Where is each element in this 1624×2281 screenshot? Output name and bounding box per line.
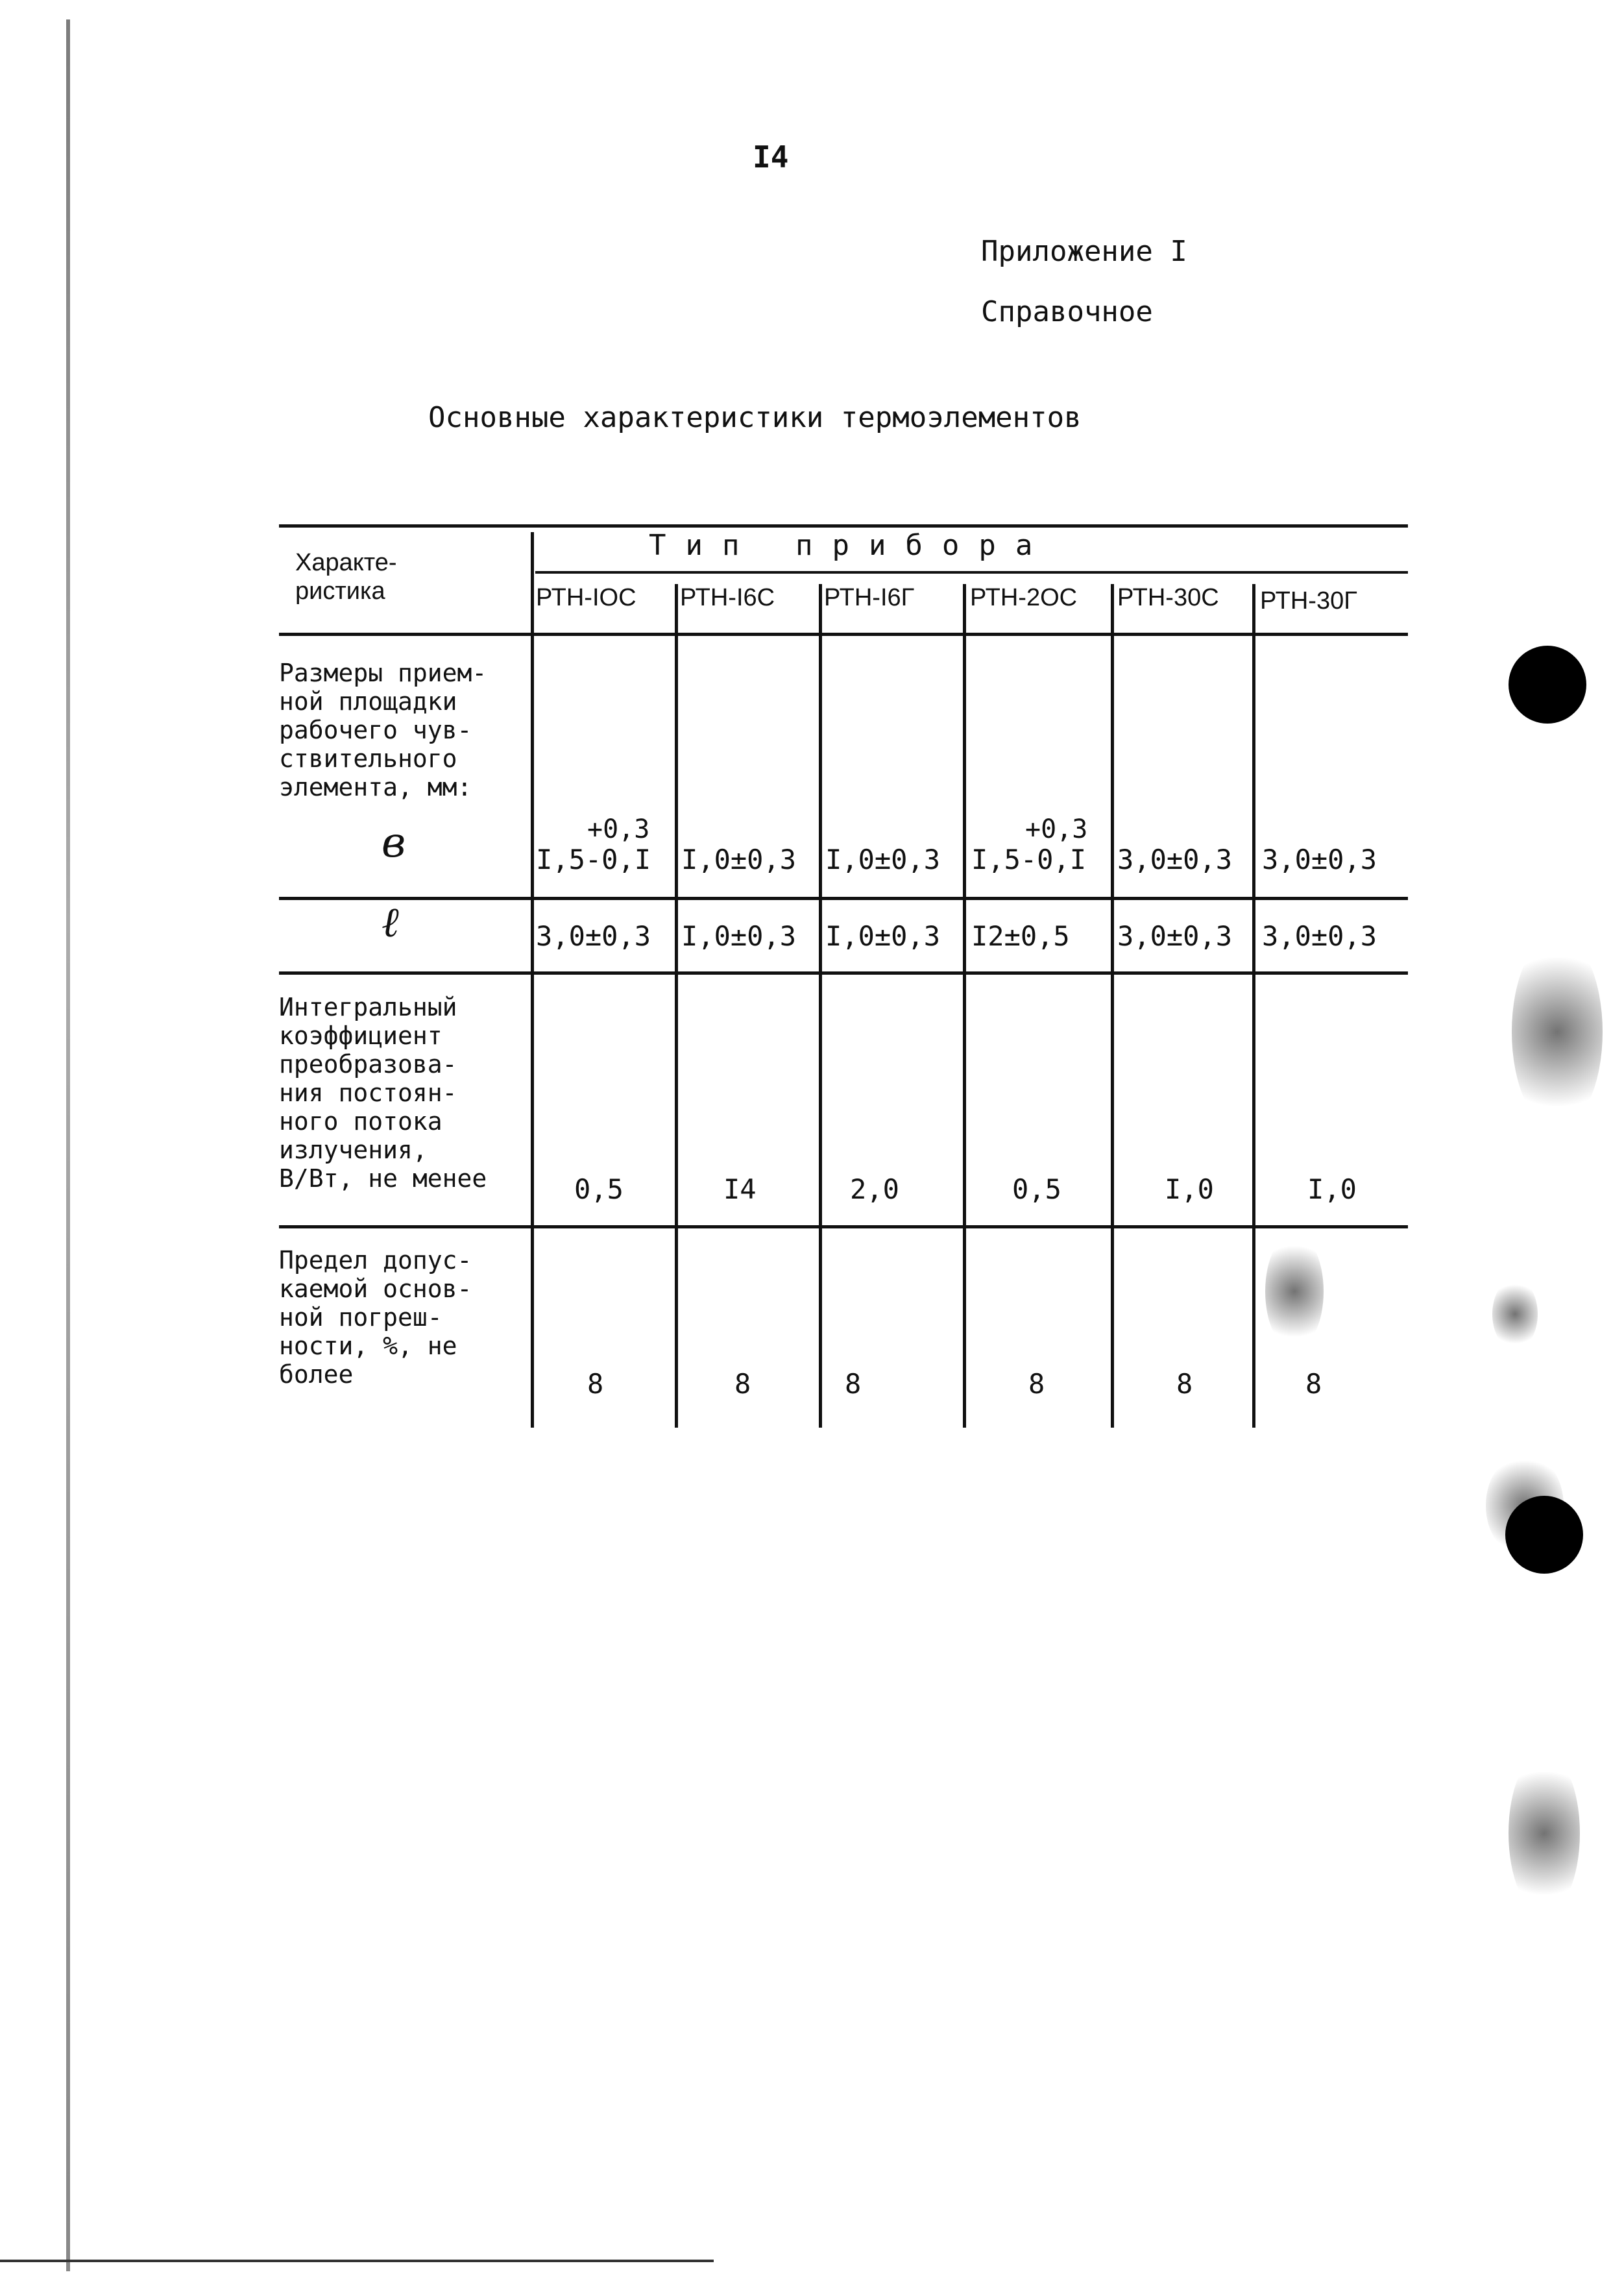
l-value: 3,0±0,3 — [536, 920, 651, 952]
l-value: I,0±0,3 — [681, 920, 797, 952]
model-header: РТН-IOC — [536, 584, 636, 611]
table-title: Основные характеристики термоэлементов — [428, 401, 1082, 434]
b-value: 3,0±0,3 — [1262, 844, 1377, 875]
l-value: 3,0±0,3 — [1262, 920, 1377, 952]
l-value: I,0±0,3 — [825, 920, 941, 952]
b-value: I,5-0,I — [536, 844, 651, 875]
symbol-l: ℓ — [382, 899, 399, 947]
tolerance-sup: +0,3 — [1025, 814, 1088, 844]
row-l-bottom-border — [279, 971, 1408, 975]
group-header-underline — [535, 571, 1408, 574]
model-header: РТН-2OC — [970, 584, 1078, 611]
scan-bottom-edge — [0, 2260, 714, 2262]
col-divider-1 — [675, 584, 678, 1428]
coeff-value: 0,5 — [1012, 1173, 1061, 1205]
error-value: 8 — [1305, 1368, 1322, 1400]
model-header: РТН-I6Г — [824, 584, 915, 611]
col-divider-5 — [1252, 584, 1255, 1428]
symbol-b: в — [382, 819, 406, 867]
error-value: 8 — [1176, 1368, 1193, 1400]
b-value: I,5-0,I — [971, 844, 1087, 875]
scan-smudge — [1486, 1454, 1564, 1557]
row-label-dimensions: Размеры прием- ной площадки рабочего чув- ствительного элемента, мм: — [279, 659, 487, 801]
b-value: 3,0±0,3 — [1117, 844, 1233, 875]
row-label-error-limit: Предел допус- каемой основ- ной погреш- ности, %, не более — [279, 1246, 472, 1389]
model-header: РТН-30C — [1117, 584, 1219, 611]
b-value: I,0±0,3 — [825, 844, 941, 875]
col-divider-2 — [819, 584, 822, 1428]
scan-smudge — [1265, 1233, 1324, 1350]
l-value: 3,0±0,3 — [1117, 920, 1233, 952]
row-label-coefficient: Интегральный коэффициент преобразова- ния постоян- ного потока излучения, В/Вт, не менее — [279, 993, 487, 1193]
coeff-value: 2,0 — [850, 1173, 899, 1205]
appendix-label: Приложение I — [981, 235, 1187, 268]
col-divider-3 — [963, 584, 966, 1428]
error-value: 8 — [845, 1368, 862, 1400]
row-b-bottom-border — [279, 897, 1408, 900]
table-top-border — [279, 524, 1408, 528]
error-value: 8 — [734, 1368, 751, 1400]
binding-margin-line — [66, 19, 70, 2271]
coeff-value: 0,5 — [574, 1173, 624, 1205]
model-header: РТН-I6C — [680, 584, 775, 611]
header-bottom-border — [279, 633, 1408, 636]
col-divider-0 — [531, 532, 534, 1428]
group-header: Тип прибора — [649, 529, 1052, 562]
error-value: 8 — [587, 1368, 604, 1400]
scan-smudge — [1509, 1752, 1580, 1914]
model-header: РТН-30Г — [1260, 587, 1357, 615]
col-divider-4 — [1111, 584, 1114, 1428]
coeff-value: I,0 — [1307, 1173, 1357, 1205]
scan-smudge — [1492, 1278, 1538, 1350]
reference-label: Справочное — [981, 295, 1153, 328]
b-value: I,0±0,3 — [681, 844, 797, 875]
row-coeff-bottom-border — [279, 1225, 1408, 1228]
coeff-value: I4 — [723, 1173, 757, 1205]
tolerance-sup: +0,3 — [587, 814, 650, 844]
punch-hole-top — [1509, 646, 1586, 724]
l-value: I2±0,5 — [971, 920, 1070, 952]
page-number: I4 — [753, 140, 789, 175]
coeff-value: I,0 — [1165, 1173, 1214, 1205]
col0-header: Характе- ристика — [295, 549, 397, 605]
error-value: 8 — [1028, 1368, 1045, 1400]
scan-smudge — [1512, 934, 1603, 1129]
